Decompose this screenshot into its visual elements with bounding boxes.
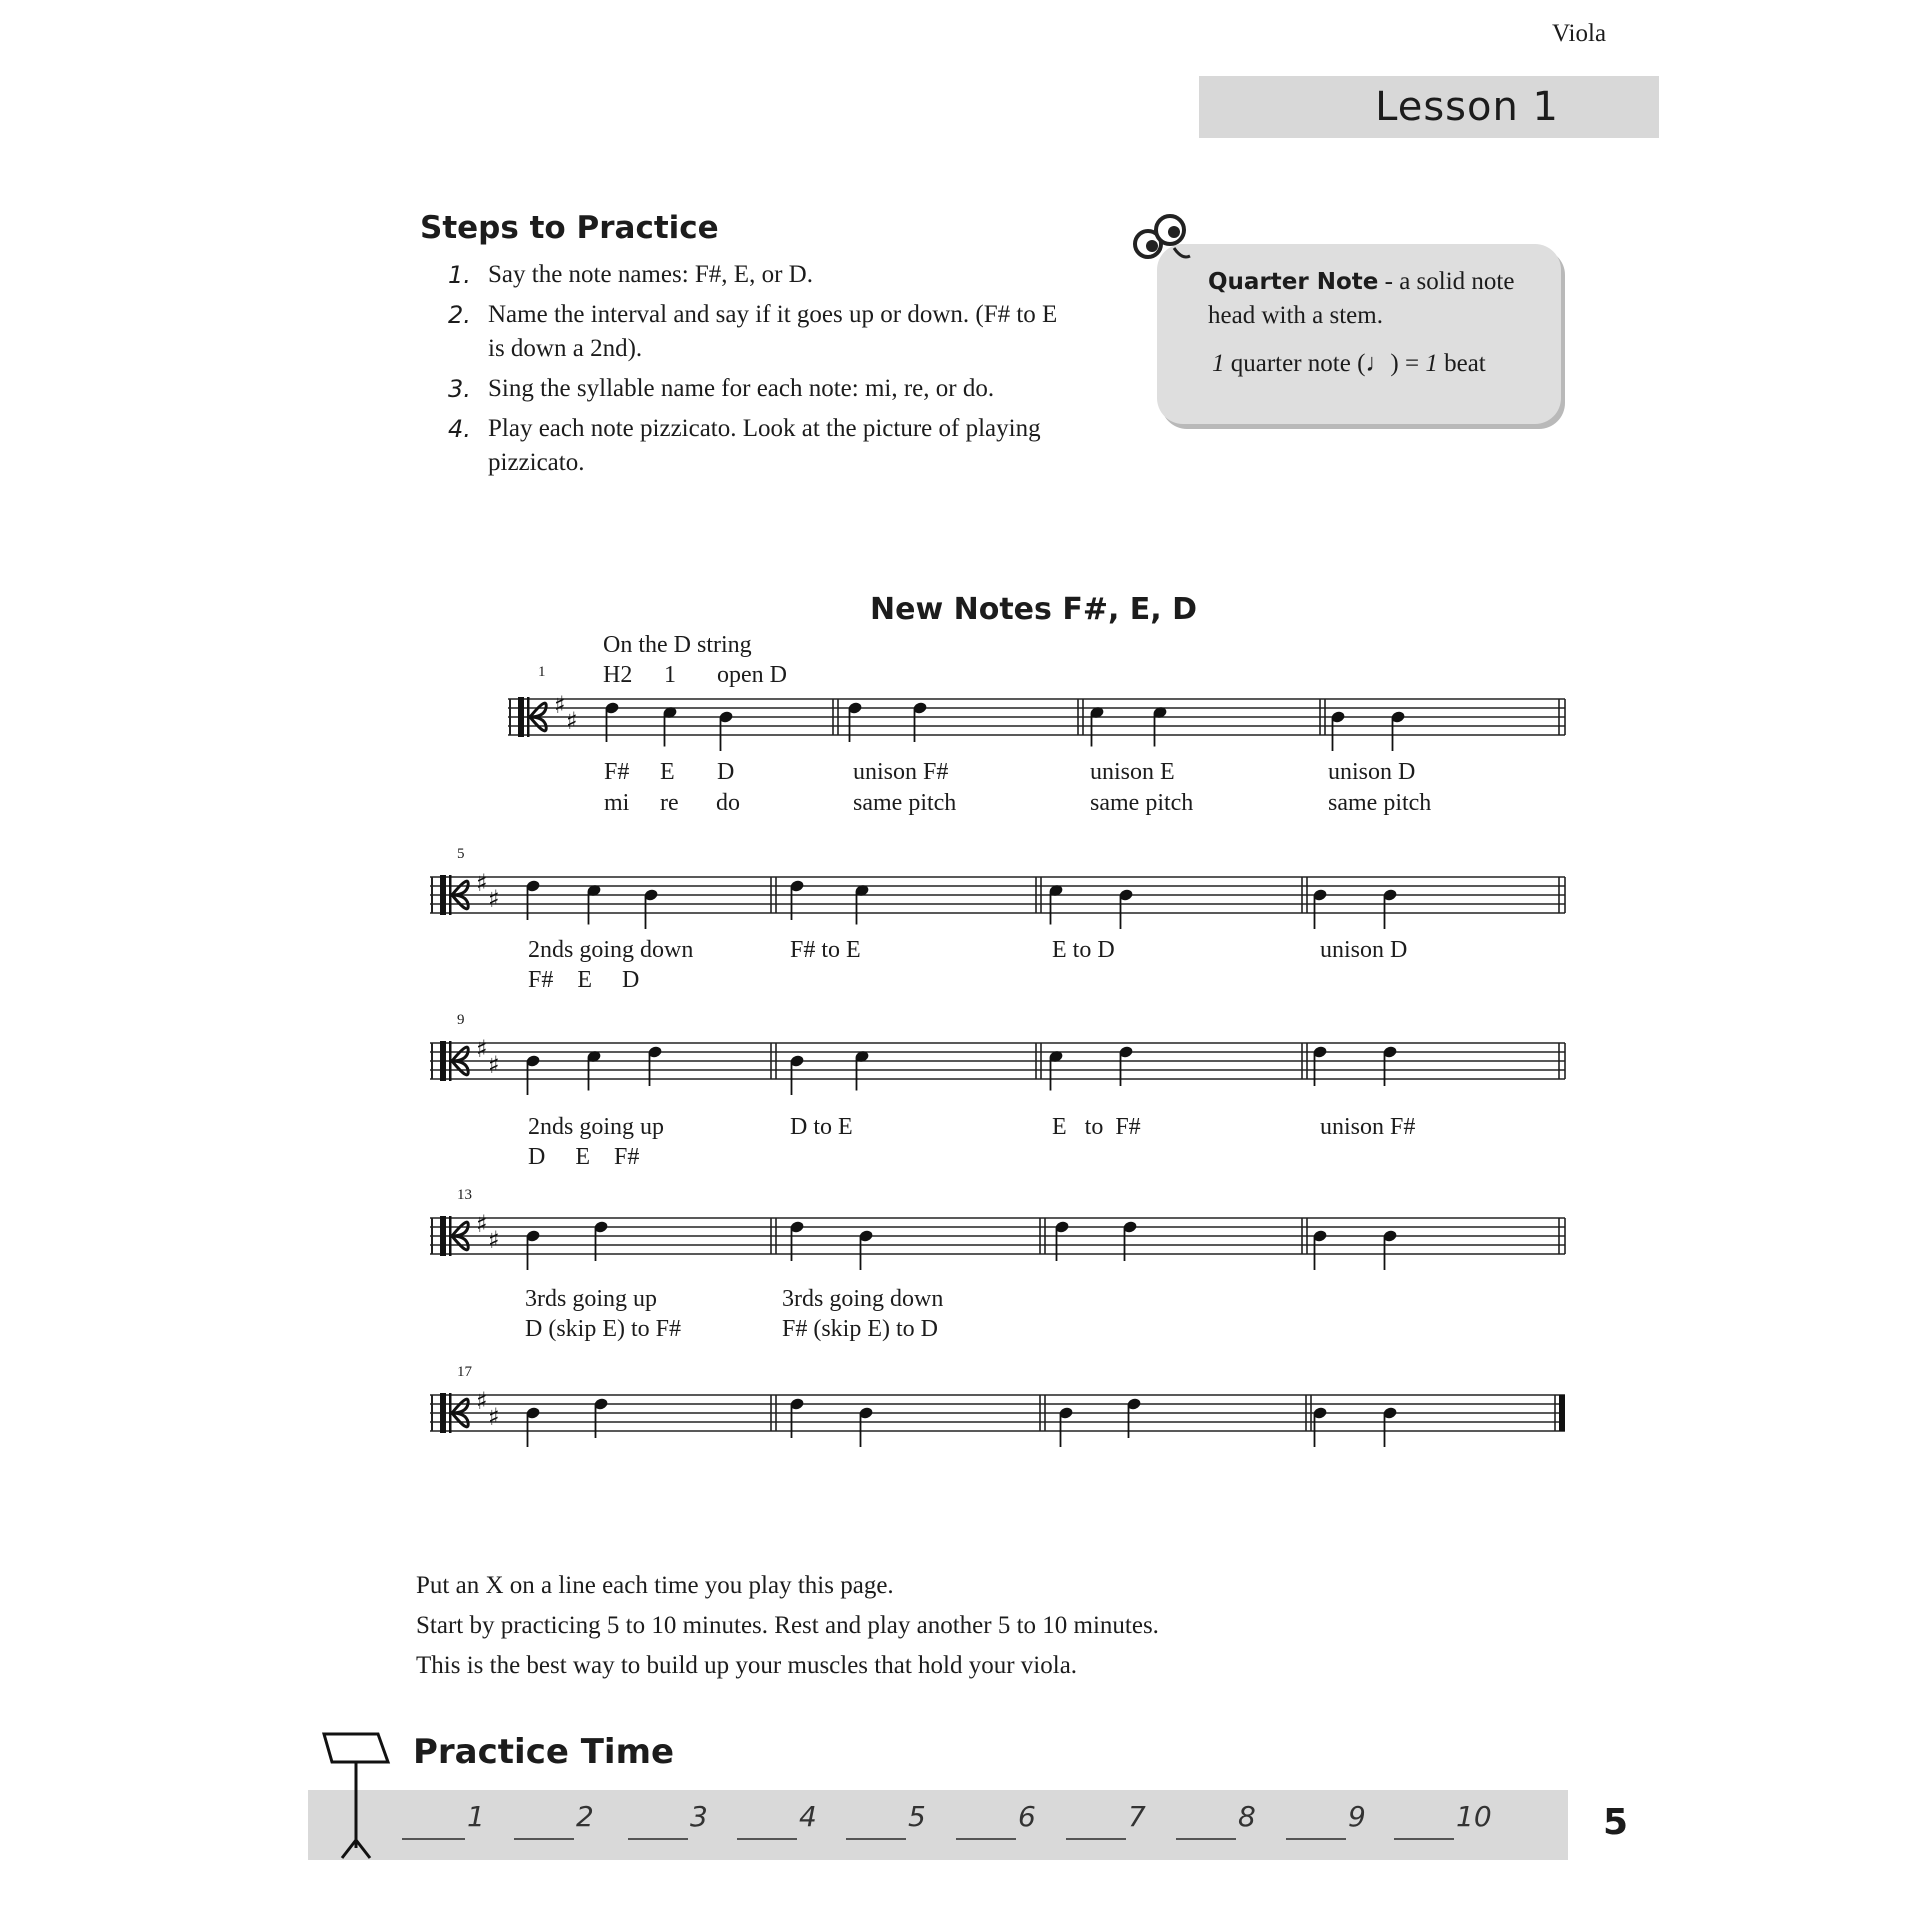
practice-number: 10 — [1456, 1800, 1492, 1833]
alto-clef-thin — [449, 1041, 452, 1081]
interval-label: F# to E — [790, 937, 861, 963]
eq-text: quarter note ( — [1224, 350, 1366, 377]
interval-label: unison F# — [853, 759, 949, 785]
sharp-icon: ♯ — [476, 1035, 488, 1063]
lesson-title: Lesson 1 — [1375, 84, 1559, 130]
alto-clef-thin — [527, 697, 530, 737]
alto-clef-thin — [449, 875, 452, 915]
note-names: D E F# — [528, 1144, 640, 1170]
sharp-icon: ♯ — [554, 691, 566, 719]
interval-label: F# (skip E) to D — [782, 1316, 938, 1342]
practice-heading: Practice Time — [413, 1732, 675, 1772]
alto-clef — [440, 875, 446, 915]
practice-line[interactable] — [737, 1838, 797, 1840]
practice-line[interactable] — [1394, 1838, 1454, 1840]
step-number: 1. — [448, 261, 471, 289]
quarter-note-term: Quarter Note — [1208, 269, 1379, 295]
final-barline — [1559, 1395, 1565, 1431]
step-number: 3. — [448, 375, 471, 403]
practice-line[interactable] — [1176, 1838, 1236, 1840]
interval-label: D to E — [790, 1114, 853, 1140]
sharp-icon: ♯ — [566, 707, 578, 735]
practice-number: 8 — [1238, 1800, 1256, 1833]
step-text: Say the note names: F#, E, or D. — [488, 261, 813, 288]
sharp-icon: ♯ — [488, 1403, 500, 1431]
step-text: Play each note pizzicato. Look at the picture of playing pizzicato. — [488, 415, 1041, 476]
practice-line[interactable] — [628, 1838, 688, 1840]
interval-label: same pitch — [853, 790, 957, 816]
practice-bar — [308, 1790, 1568, 1860]
fingering-label: open D — [717, 662, 787, 688]
measure-number: 5 — [457, 846, 465, 862]
eq-value: 1 — [1425, 350, 1438, 377]
step-text: Name the interval and say if it goes up or down. (F# to E is down a 2nd). — [488, 301, 1058, 362]
string-label: On the D string — [603, 632, 752, 658]
practice-line[interactable] — [402, 1838, 465, 1840]
alto-clef-thin — [449, 1393, 452, 1433]
interval-label: 2nds going down — [528, 937, 694, 963]
alto-clef — [440, 1393, 446, 1433]
interval-label: unison D — [1328, 759, 1416, 785]
instruction-line: Start by practicing 5 to 10 minutes. Rest and play another 5 to 10 minutes. — [416, 1612, 1159, 1639]
practice-line[interactable] — [514, 1838, 574, 1840]
music-title: New Notes F#, E, D — [870, 592, 1198, 627]
note-name: F# — [604, 759, 630, 785]
note-name: E — [660, 759, 675, 785]
interval-label: 3rds going up — [525, 1286, 657, 1312]
eq-count: 1 — [1212, 350, 1225, 377]
instrument-label: Viola — [1552, 20, 1607, 47]
interval-label: D (skip E) to F# — [525, 1316, 681, 1342]
practice-number: 2 — [576, 1800, 594, 1833]
practice-line[interactable] — [1066, 1838, 1126, 1840]
sharp-icon: ♯ — [476, 1210, 488, 1238]
interval-label: same pitch — [1090, 790, 1194, 816]
alto-clef — [440, 1041, 446, 1081]
note-names: F# E D — [528, 967, 640, 993]
eq-unit: beat — [1437, 350, 1486, 377]
instruction-line: This is the best way to build up your muscles that hold your viola. — [416, 1652, 1078, 1679]
practice-number: 1 — [467, 1800, 485, 1833]
fingering-label: H2 — [603, 662, 633, 688]
interval-label: 3rds going down — [782, 1286, 944, 1312]
practice-number: 4 — [799, 1800, 817, 1833]
music-stand-icon — [316, 1728, 396, 1862]
step-number: 4. — [448, 415, 471, 443]
syllable: mi — [604, 790, 630, 816]
interval-label: same pitch — [1328, 790, 1432, 816]
practice-line[interactable] — [956, 1838, 1016, 1840]
practice-number: 5 — [908, 1800, 926, 1833]
quarter-note-desc: - a solid note head with a stem. — [1208, 268, 1515, 329]
sharp-icon: ♯ — [476, 1387, 488, 1415]
interval-label: unison E — [1090, 759, 1175, 785]
page-number: 5 — [1603, 1802, 1629, 1843]
step-number: 2. — [448, 301, 471, 329]
sharp-icon: ♯ — [488, 885, 500, 913]
alto-clef-thin — [449, 1216, 452, 1256]
note-name: D — [717, 759, 735, 785]
steps-heading: Steps to Practice — [420, 210, 719, 246]
practice-number: 3 — [690, 1800, 708, 1833]
practice-line[interactable] — [846, 1838, 906, 1840]
practice-line[interactable] — [1286, 1838, 1346, 1840]
interval-label: unison D — [1320, 937, 1408, 963]
measure-number: 9 — [457, 1012, 465, 1028]
practice-number: 6 — [1018, 1800, 1036, 1833]
interval-label: 2nds going up — [528, 1114, 665, 1140]
measure-number: 17 — [457, 1364, 472, 1380]
interval-label: E to D — [1052, 937, 1115, 963]
interval-label: unison F# — [1320, 1114, 1416, 1140]
instruction-line: Put an X on a line each time you play this page. — [416, 1572, 894, 1599]
alto-clef — [518, 697, 524, 737]
syllable: do — [716, 790, 740, 816]
interval-label: E to F# — [1052, 1114, 1141, 1140]
measure-number: 13 — [457, 1187, 472, 1203]
quarter-note-icon: ♩ — [1365, 350, 1391, 377]
sharp-icon: ♯ — [488, 1051, 500, 1079]
sharp-icon: ♯ — [488, 1226, 500, 1254]
practice-number: 7 — [1128, 1800, 1146, 1833]
measure-number: 1 — [538, 664, 546, 680]
eq-close: ) = — [1390, 350, 1426, 377]
fingering-label: 1 — [664, 662, 676, 688]
practice-number: 9 — [1348, 1800, 1366, 1833]
syllable: re — [660, 790, 679, 816]
alto-clef — [440, 1216, 446, 1256]
sharp-icon: ♯ — [476, 869, 488, 897]
step-text: Sing the syllable name for each note: mi, re, or do. — [488, 375, 995, 402]
